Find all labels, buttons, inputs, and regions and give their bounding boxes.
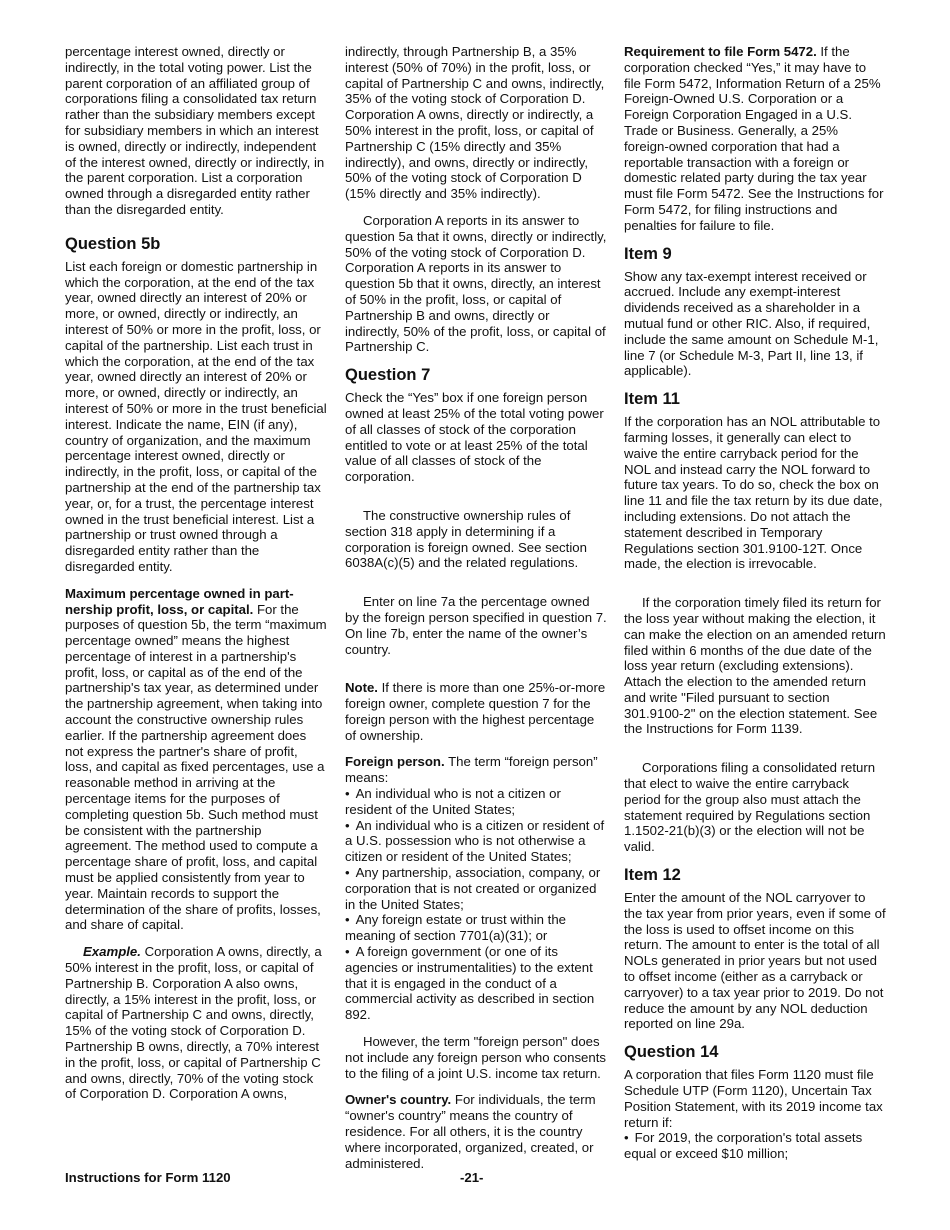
- foreign-person-paragraph: [345, 754, 607, 786]
- question-5b-heading: Question 5b: [65, 234, 161, 253]
- list-item: • An individual who is a citizen or resident of a U.S. possession who is not otherwise a citizen or resident of the United States;: [345, 817, 605, 865]
- max-percentage-lead: Maximum percentage owned in part-nership profit, loss, or capital.: [65, 585, 294, 617]
- list-item: • An individual who is not a citizen or resident of the United States;: [345, 786, 561, 817]
- requirement-5472-text: If the corporation checked “Yes,” it may have to file Form 5472, Information Return of a 25% Foreign-Owned U.S. Corporation or a Foreign Corporation Engaged in a U.S. Trade or Business. Generally, a 25% foreign-owned corporation that had a reportable transaction with a foreign or domestic related party during the tax year must file Form 5472. See the Instructions for Form 5472, for filing instructions and penalties for failure to file.: [624, 44, 884, 233]
- item-12-heading: Item 12: [624, 866, 681, 885]
- example-lead: Example.: [83, 944, 141, 960]
- item-11-heading: Item 11: [624, 390, 680, 409]
- list-item: • Any partnership, association, company, or corporation that is not created or organized in the United States;: [345, 865, 601, 912]
- list-item: • Any foreign estate or trust within the meaning of section 7701(a)(31); or: [345, 912, 567, 944]
- note-lead: Note.: [345, 680, 378, 696]
- bullet-icon: •: [345, 817, 350, 833]
- bullet-icon: •: [345, 786, 350, 802]
- example-paragraph: [65, 944, 327, 1102]
- footer-form-title: Instructions for Form 1120: [65, 1170, 231, 1185]
- example-text: Corporation A owns, directly, a 50% interest in the profit, loss, or capital of Partnership B. Corporation A also owns, directly, a 15% interest in the profit, loss, or capital of Partnership C and owns, directly, 15% of the voting stock of Corporation D. Partnership B owns, directly, a 70% interest in the profit, loss, or capital of Partnership C and owns, directly, 70% of the voting stock of Corporation D. Corporation A owns,: [65, 944, 322, 1102]
- list-item: • A foreign government (or one of its agencies or instrumentalities) to the extent that it is engaged in the conduct of a commercial activity as described in section 892.: [345, 944, 595, 1023]
- foreign-person-list: [345, 786, 607, 1023]
- max-percentage-paragraph: [65, 586, 327, 934]
- consolidated-return-paragraph: Corporations filing a consolidated return that elect to waive the entire carryback period for the group also must attach the statement required by Regulations section 1.1502-21(b)(3) or the election will not be valid.: [624, 760, 876, 855]
- bullet-icon: •: [345, 865, 350, 881]
- question-14-list: [624, 1130, 886, 1162]
- item-9-paragraph: Show any tax-exempt interest received or accrued. Include any exempt-interest dividends received as a shareholder in a mutual fund or other RIC. Also, if required, include the same amount on Schedule M-1, line 7 (or Schedule M-3, Part II, line 13, if applicable).: [624, 268, 879, 379]
- question-7-heading: Question 7: [345, 366, 431, 385]
- foreign-person-lead: Foreign person.: [345, 754, 445, 770]
- question-14-heading: Question 14: [624, 1043, 719, 1062]
- bullet-icon: •: [624, 1130, 629, 1146]
- column-3: [624, 44, 886, 1173]
- question-7-paragraph: Check the “Yes” box if one foreign person owned at least 25% of the total voting power of all classes of stock of the corporation entitled to vote or at least 25% of the total value of all classes of stock of the corporation.: [345, 390, 604, 485]
- note-paragraph: [345, 680, 607, 743]
- page-number: -21-: [460, 1170, 484, 1185]
- note-text: If there is more than one 25%-or-more foreign owner, complete question 7 for the foreign person with the highest percentage of ownership.: [345, 680, 606, 743]
- column-1: [65, 44, 327, 1102]
- bullet-icon: •: [345, 912, 350, 928]
- owners-country-lead: Owner's country.: [345, 1092, 452, 1108]
- foreign-person-text: The term “foreign person” means:: [345, 754, 598, 786]
- owners-country-paragraph: [345, 1092, 607, 1171]
- timely-filed-paragraph: If the corporation timely filed its return for the loss year without making the election, it can make the election on an amended return filed within 6 months of the due date of the loss year return (excluding extensions). Attach the election to the amended return and write "Filed pursuant to section 301.9100-2" on the election statement. See the Instructions for Form 1139.: [624, 595, 886, 737]
- column-2: [345, 44, 607, 1171]
- requirement-5472-paragraph: [624, 44, 886, 234]
- max-percentage-text: For the purposes of question 5b, the term “maximum percentage owned” means the highest percentage of interest in a partnership's profit, loss, or capital as of the end of the partnership's tax year, as determined under the partnership agreement, when taking into account the constructive ownership rules earlier. If the partnership agreement does not express the partner's share of profit, loss, and capital as fixed percentages, use a reasonable method in arriving at the percentage items for the purposes of completing question 5b. Such method must be consistent with the partnership agreement. The method used to compute a percentage share of profit, loss, and capital must be applied consistently from year to year. Maintain records to support the determination of the share of profits, losses, and share of capital.: [65, 601, 327, 933]
- reports-paragraph: Corporation A reports in its answer to question 5a that it owns, directly or indirectly, 50% of the voting stock of Corporation D. Corporation A reports in its answer to question 5b that it owns, directly, an interest of 50% in the profit, loss, or capital of Partnership B and owns, directly or indirectly, 50% of the profit, loss, or capital of Partnership C.: [345, 212, 607, 355]
- requirement-5472-lead: Requirement to file Form 5472.: [624, 44, 817, 59]
- question-14-paragraph: A corporation that files Form 1120 must file Schedule UTP (Form 1120), Uncertain Tax Position Statement, with its 2019 income tax return if:: [624, 1067, 883, 1130]
- item-12-paragraph: Enter the amount of the NOL carryover to the tax year from prior years, even if some of the loss is used to offset income on this return. The amount to enter is the total of all NOLs generated in prior years but not used to offset income (either as a carryback or carryover) to a tax year prior to 2019. Do not reduce the amount by any NOL deduction reported on line 29a.: [624, 890, 886, 1032]
- question-5b-paragraph: List each foreign or domestic partnership in which the corporation, at the end of the tax year, owned directly an interest of 20% or more, or owned, directly or indirectly, an interest of 50% or more in the profit, loss, or capital of the partnership. List each trust in which the corporation, at the end of the tax year, owned directly an interest of 20% or more, or owned, directly or indirectly, an interest of 50% or more in the trust beneficial interest. Indicate the name, EIN (if any), country of organization, and the maximum percentage interest owned, directly or indirectly, in the profit, loss, or capital of the partnership at the end of the partnership tax year, or, for a trust, the percentage interest owned in the trust beneficial interest. List a partnership or trust owned through a disregarded entity rather than the disregarded entity.: [65, 258, 327, 574]
- owners-country-text: For individuals, the term “owner's country” means the country of residence. For all others, it is the country where incorporated, organized, created, or administered.: [345, 1092, 596, 1171]
- enter-line-7a-paragraph: Enter on line 7a the percentage owned by the foreign person specified in question 7. On line 7b, enter the name of the owner’s country.: [345, 594, 607, 657]
- item-9-heading: Item 9: [624, 244, 672, 263]
- item-11-paragraph: If the corporation has an NOL attributable to farming losses, it generally can elect to waive the entire carryback period for the NOL and instead carry the NOL forward to future tax years. To do so, check the box on line 11 and file the tax return by its due date, including extensions. Do not attach the statement described in Temporary Regulations section 301.9100-12T. Once made, the election is irrevocable.: [624, 414, 883, 572]
- bullet-icon: •: [345, 944, 350, 960]
- however-paragraph: However, the term "foreign person" does not include any foreign person who consents to the filing of a joint U.S. income tax return.: [345, 1034, 606, 1081]
- intro-paragraph: percentage interest owned, directly or indirectly, in the total voting power. List the parent corporation of an affiliated group of corporations filing a consolidated tax return rather than the subsidiary members except for subsidiary members in which an interest is owned, directly or indirectly, independent of the interest owned, directly or indirectly, in the parent corporation. List a corporation owned through a disregarded entity rather than the disregarded entity.: [65, 44, 325, 217]
- constructive-ownership-paragraph: The constructive ownership rules of section 318 apply in determining if a corporation is foreign owned. See section 6038A(c)(5) and the related regulations.: [345, 507, 587, 571]
- list-item: • For 2019, the corporation's total assets equal or exceed $10 million;: [624, 1130, 863, 1162]
- example-continued-paragraph: indirectly, through Partnership B, a 35% interest (50% of 70%) in the profit, loss, or capital of Partnership C and owns, indirectly, 35% of the voting stock of Corporation D. Corporation A owns, directly or indirectly, a 50% interest in the profit, loss, or capital of Partnership C (15% directly and 35% indirectly), and owns, directly or indirectly, 50% of the voting stock of Corporation D (15% directly and 35% indirectly).: [345, 44, 605, 202]
